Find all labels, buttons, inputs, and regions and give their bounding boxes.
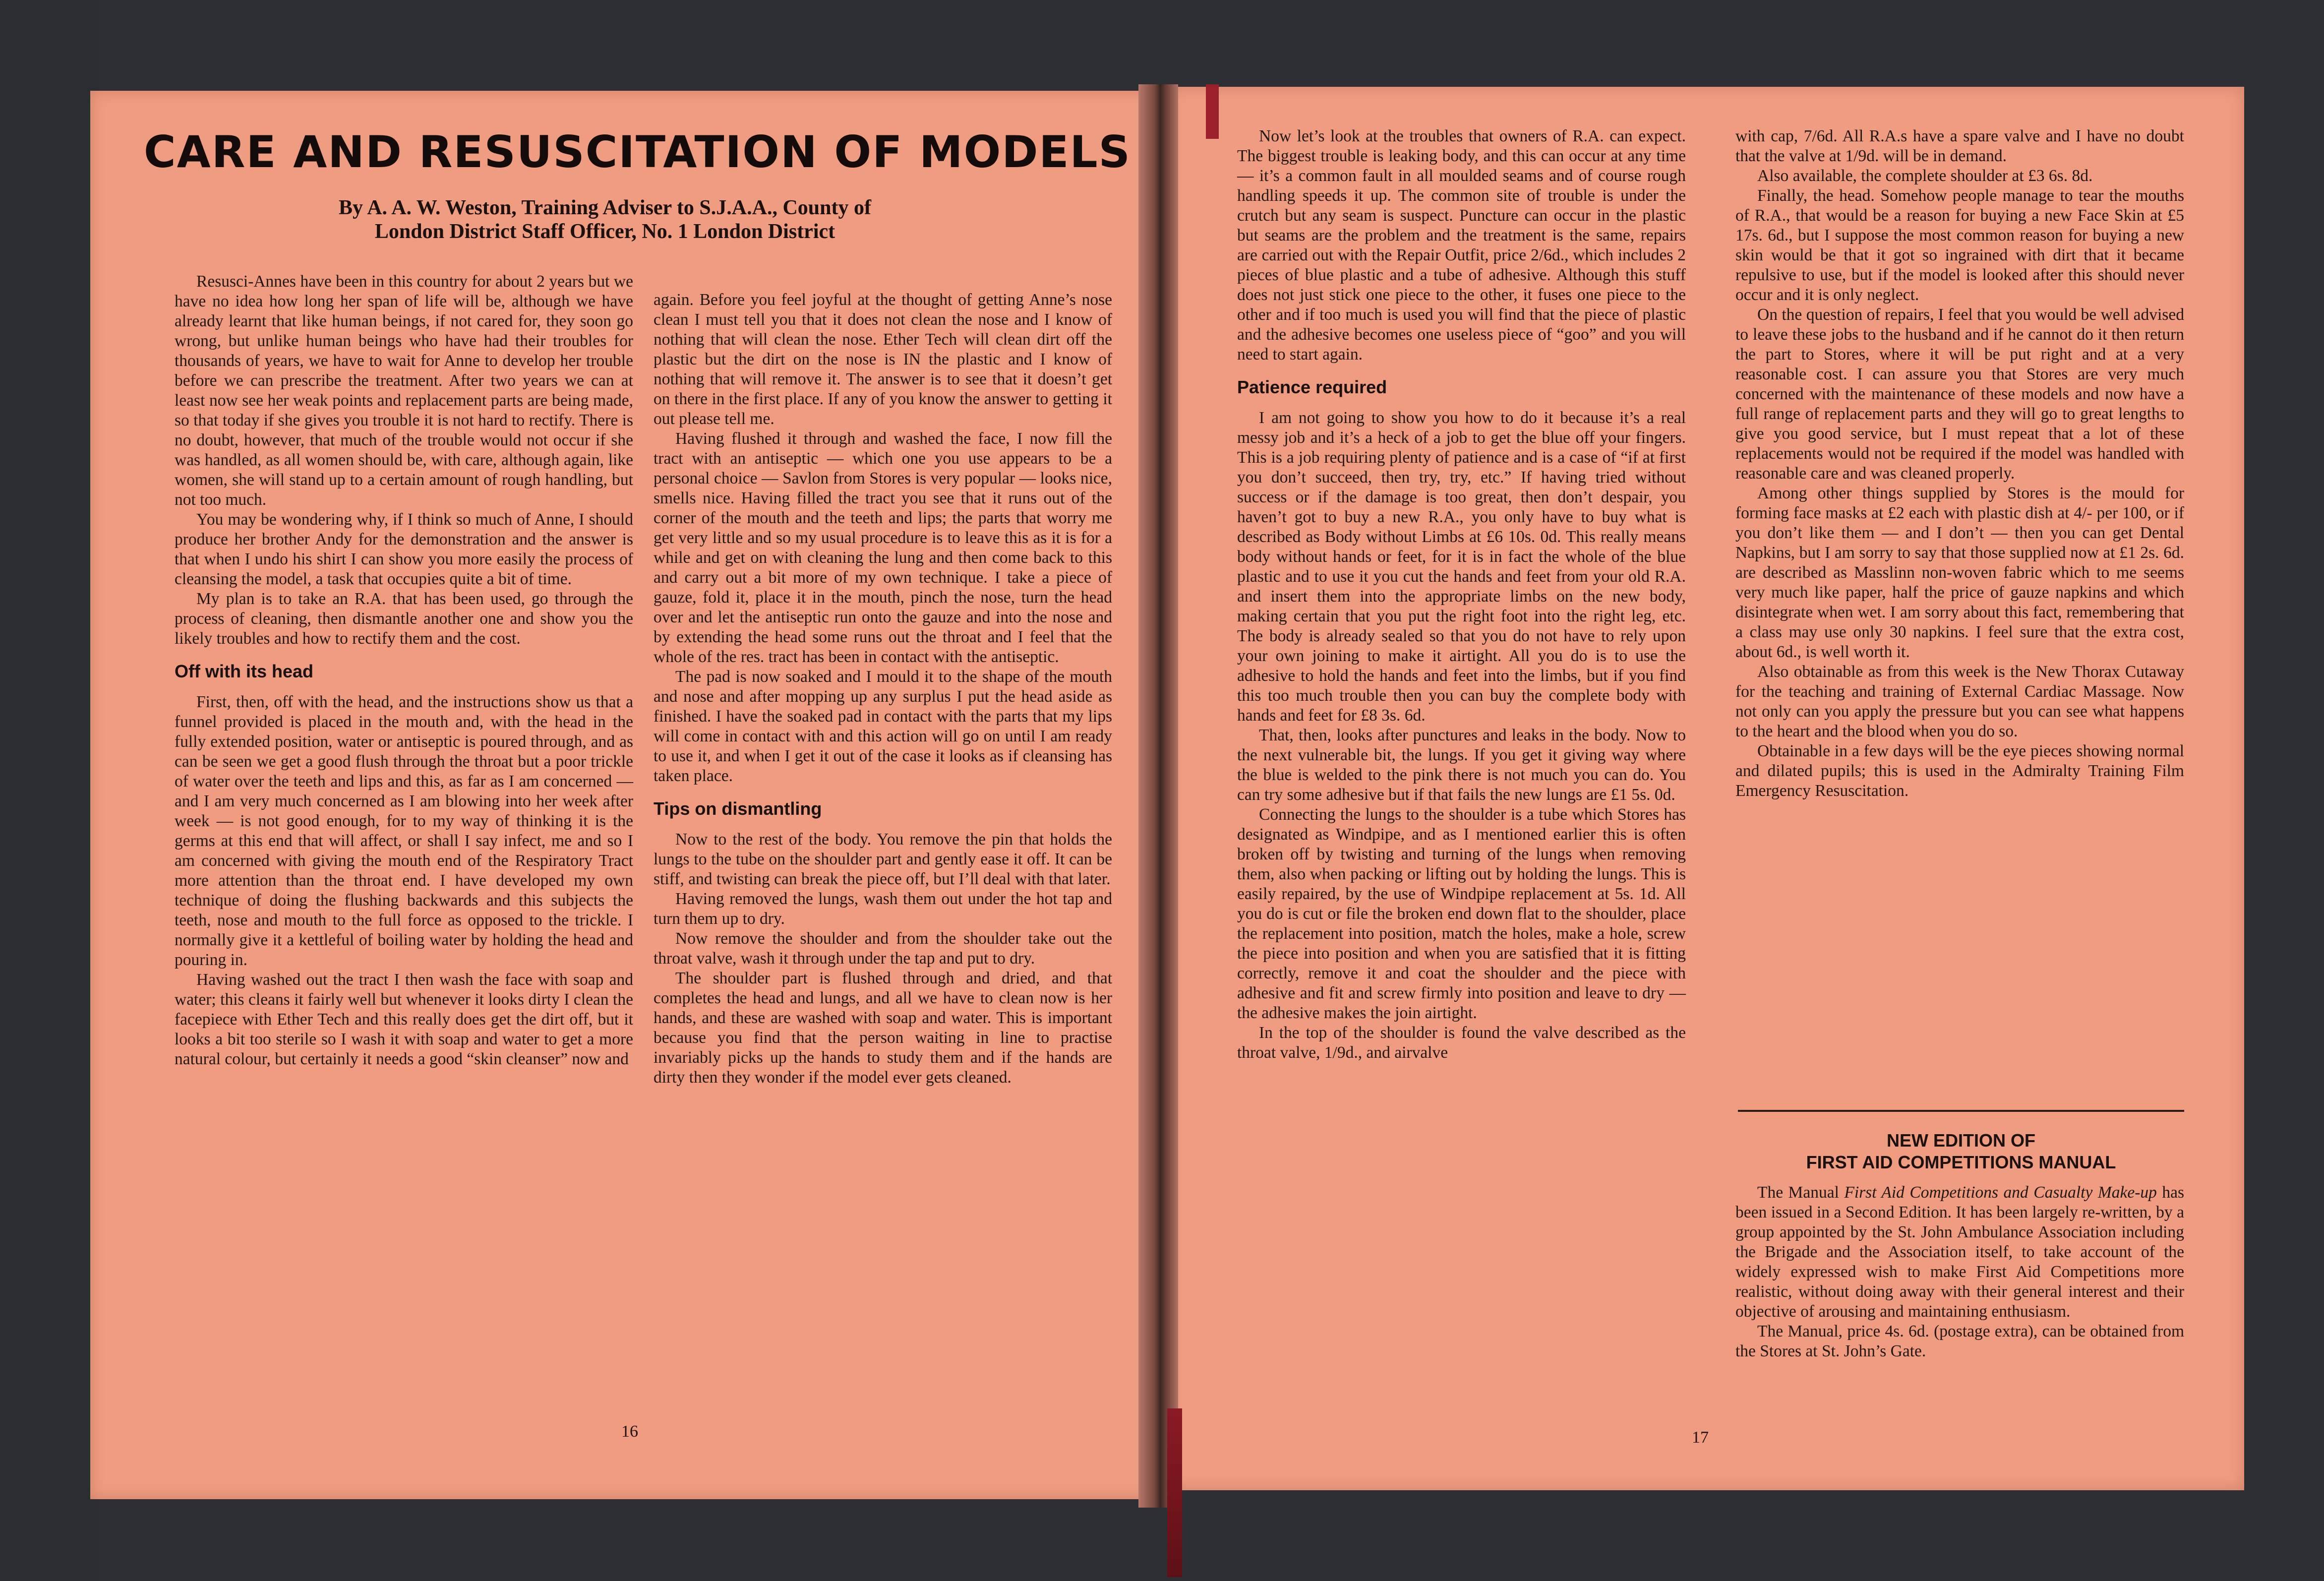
- paragraph: Now let’s look at the troubles that owners of R.A. can expect. The biggest trouble is leaking body, and this can occur at any time — it’s a common fault in all moulded seams and of course rough handling speeds it up. The common site of trouble is under the crutch but any seam is suspect. Puncture can occur in the plastic but seams are the problem and the treatment is the same, repairs are carried out with the Repair Outfit, price 2/6d., which includes 2 pieces of blue plastic and a tube of adhesive. Although this stuff does not just stick one piece to the other, it fuses one piece to the other and if too much is used you will find that the piece of plastic and the adhesive becomes one useless piece of “goo” and you will need to start again.: [1237, 127, 1686, 364]
- article-title: CARE AND RESUSCITATION OF MODELS: [144, 126, 1131, 178]
- paragraph: The Manual, price 4s. 6d. (postage extra), can be obtained from the Stores at St. John’s Gate.: [1735, 1322, 2184, 1360]
- book-spine: [1138, 84, 1178, 1508]
- paragraph: First, then, off with the head, and the instructions show us that a funnel provided is placed in the mouth and, with the head in the fully extended position, water or antiseptic is poured through, and as can be seen we get a good flush through the throat but a poor trickle of water over the teeth and lips and this, as far as I am concerned — and I am very much concerned as I am blowing into her week after week — is not good enough, for to my way of thinking it is the germs at this end that will affect, or shall I say infect, me and so I am concerned with giving the mouth end of the Respiratory Tract more attention than the throat end. I have developed my own technique of doing the flushing backwards and this subjects the teeth, nose and mouth to the full force as opposed to the trickle. I normally give it a kettleful of boiling water by holding the head and pouring in.: [175, 693, 633, 969]
- paragraph: Connecting the lungs to the shoulder is a tube which Stores has designated as Windpipe, and as I mentioned earlier this is often broken off by twisting and turning of the lungs when removing them, also when packing or lifting out by holding the lungs. This is easily repaired, by the use of Windpipe replacement at 5s. 1d. All you do is cut or file the broken end down flat to the shoulder, place the replacement into position, match the holes, make a hole, screw the piece into position and when you are satisfied that it is fitting correctly, remove it and coat the shoulder and the piece with adhesive and fit and screw firmly into position and leave to dry — the adhesive makes the join airtight.: [1237, 805, 1686, 1022]
- section-heading: Patience required: [1237, 377, 1387, 397]
- paragraph: Now remove the shoulder and from the shoulder take out the throat valve, wash it through under the tap and put to dry.: [654, 929, 1112, 968]
- paragraph: Now to the rest of the body. You remove the pin that holds the lungs to the tube on the shoulder part and gently ease it off. It can be stiff, and twisting can break the piece off, but I’ll deal with that later.: [654, 830, 1112, 888]
- paragraph: Having removed the lungs, wash them out under the hot tap and turn them up to dry.: [654, 890, 1112, 928]
- column-3: [1237, 126, 1686, 1063]
- section-heading: Tips on dismantling: [654, 798, 822, 819]
- notice-title-line-2: FIRST AID COMPETITIONS MANUAL: [1806, 1152, 2116, 1172]
- paragraph: Resusci-Annes have been in this country for about 2 years but we have no idea how long her span of life will be, although we have already learnt that like human beings, if not cared for, they soon go wrong, but unlike human beings who have had their troubles for thousands of years, we have to wait for Anne to develop her trouble before we can prescribe the treatment. After two years we can at least now see her weak points and replacement parts are being made, so that today if she gives you trouble it is not hard to rectify. There is no doubt, however, that much of the trouble would not occur if she was handled, as all women should be, with care, although again, like women, she will stand up to a certain amount of rough handling, but not too much.: [175, 272, 633, 509]
- paragraph: That, then, looks after punctures and leaks in the body. Now to the next vulnerable bit, the lungs. If you get it giving way where the blue is welded to the pink there is not much you can do. You can try some adhesive but if that fails the new lungs are £1 5s. 0d.: [1237, 726, 1686, 804]
- column-1: [175, 272, 633, 1069]
- backdrop: [0, 0, 99, 1581]
- paragraph: Among other things supplied by Stores is the mould for forming face masks at £2 each with plastic dish at 4/- per 100, or if you don’t like them — and I don’t — then you can get Dental Napkins, but I am sorry to say that those supplied now at £1 2s. 6d. are described as Masslinn non-woven fabric which to me seems very much like paper, half the price of gauze napkins and which disintegrate when wet. I am sorry about this fact, remembering that a class may use only 30 napkins. I feel sure that the extra cost, about 6d., is well worth it.: [1735, 484, 2184, 661]
- page-number-right: 17: [1692, 1428, 1709, 1447]
- paragraph: You may be wondering why, if I think so much of Anne, I should produce her brother Andy for the demonstration and the answer is that when I undo his shirt I can show you more easily the process of cleansing the model, a task that occupies quite a bit of time.: [175, 510, 633, 588]
- paragraph: Having flushed it through and washed the face, I now fill the tract with an antiseptic — which one you use appears to be a personal choice — Savlon from Stores is very popular — looks nice, smells nice. Having filled the tract you see that it runs out of the corner of the mouth and the teeth and lips; the parts that worry me get very little and so my usual procedure is to leave this as it is for a while and get on with cleaning the lung and then come back to this and carry out a bit more of my own technique. I take a piece of gauze, fold it, place it in the mouth, pinch the nose, turn the head over and let the antiseptic run onto the gauze and into the nose and by extending the head some runs out the throat and I feel that the whole of the res. tract has been in contact with the antiseptic.: [654, 429, 1112, 666]
- article-byline: [258, 196, 952, 243]
- byline-line-1: By A. A. W. Weston, Training Adviser to S.J.A.A., County of: [339, 196, 871, 219]
- paragraph: The pad is now soaked and I mould it to the shape of the mouth and nose and after mopping up any surplus I put the head aside as finished. I have the soaked pad in contact with the parts that my lips will come in contact with and this action will go on until I am ready to use it, and when I get it out of the case it looks as if cleansing has taken place.: [654, 668, 1112, 785]
- paragraph: [1735, 1183, 2184, 1322]
- paragraph: Also available, the complete shoulder at £3 6s. 8d.: [1757, 167, 2093, 185]
- bookmark-ribbon-top: [1206, 84, 1219, 139]
- paragraph: My plan is to take an R.A. that has been used, go through the process of cleaning, then dismantle another one and show you the likely troubles and how to rectify them and the cost.: [175, 590, 633, 648]
- paragraph: On the question of repairs, I feel that you would be well advised to leave these jobs to the husband and if he cannot do it then return the part to Stores, where it will be put right and at a very reasonable cost. I can assure you that Stores are very much concerned with the maintenance of these models and now have a full range of replacement parts and they will go to great lengths to give you good service, but I must repeat that a lot of these replacements would not be required if the model was handled with reasonable care and was cleaned properly.: [1735, 305, 2184, 483]
- paragraph: The shoulder part is flushed through and dried, and that completes the head and lungs, and all we have to clean now is her hands, and these are washed with soap and water. This is important because you find that the person waiting in line to practise invariably picks up the hands to study them and if the hands are dirty then they wonder if the model ever gets cleaned.: [654, 969, 1112, 1087]
- manual-title: First Aid Competitions and Casualty Make-up: [1844, 1183, 2157, 1202]
- text-run: The Manual: [1757, 1183, 1845, 1202]
- paragraph: Having washed out the tract I then wash the face with soap and water; this cleans it fairly well but whenever it looks dirty I clean the facepiece with Ether Tech and this really does get the dirt off, but it looks a bit too sterile so I wash it with soap and water to get a more natural colour, but certainly it needs a good “skin cleanser” now and: [175, 971, 633, 1068]
- paragraph: I am not going to show you how to do it because it’s a real messy job and it’s a heck of a job to get the blue off your fingers. This is a job requiring plenty of patience and is a case of “if at first you don’t succeed, then try, try, etc.” If having tried without success or if the damage is too great, then don’t despair, you haven’t got to buy a new R.A., you only have to buy what is described as Body without Limbs at £6 10s. 0d. This really means body without hands or feet, for it is in fact the whole of the blue plastic and to use it you cut the hands and feet from your old R.A. and insert them into the appropriate limbs on the new body, making certain that you put the right foot into the right leg, etc. The body is already sealed so that you do not have to rely upon your own joining to make it airtight. All you do is to use the adhesive to hold the hands and feet into the limbs, but if you find this too much trouble then you can buy the complete body with hands and feet for £8 3s. 6d.: [1237, 409, 1686, 725]
- byline-line-2: London District Staff Officer, No. 1 London District: [374, 220, 835, 243]
- page-number-left: 16: [621, 1422, 638, 1441]
- bookmark-ribbon-bottom: [1167, 1408, 1182, 1577]
- text-run: has been issued in a Second Edition. It has been largely re-written, by a group appointed by the St. John Ambulance Association including the Brigade and the Association itself, to take account of the widely expressed wish to make First Aid Competitions more realistic, without doing away with their general interest and their objective of arousing and maintaining enthusiasm.: [1735, 1183, 2185, 1321]
- paragraph: Obtainable in a few days will be the eye pieces showing normal and dilated pupils; this is used in the Admiralty Training Film Emergency Resuscitation.: [1735, 742, 2184, 800]
- section-divider: [1738, 1110, 2184, 1112]
- paragraph: In the top of the shoulder is found the valve described as the throat valve, 1/9d., and airvalve: [1237, 1024, 1686, 1062]
- paragraph: Finally, the head. Somehow people manage to tear the mouths of R.A., that would be a reason for buying a new Face Skin at £5 17s. 6d., but I suppose the most common reason for buying a new skin would be that it got so ingrained with dirt that it became repulsive to use, but if the model is looked after this should never occur and it is only neglect.: [1735, 186, 2184, 304]
- paragraph: Also obtainable as from this week is the New Thorax Cutaway for the teaching and training of External Cardiac Massage. Now not only can you apply the pressure but you can see what happens to the heart and the blood when you do so.: [1735, 663, 2184, 740]
- notice-title-line-1: NEW EDITION OF: [1887, 1130, 2035, 1151]
- column-4: [1735, 126, 2184, 801]
- notice-body: [1735, 1183, 2184, 1361]
- paragraph: again. Before you feel joyful at the thought of getting Anne’s nose clean I must tell you that it does not clean the nose and I know of nothing that will clean the nose. Ether Tech will clean dirt off the plastic but the dirt on the nose is IN the plastic and I know of nothing that will remove it. The answer is to see that it doesn’t get on there in the first place. If any of you know the answer to getting it out please tell me.: [654, 291, 1112, 428]
- column-2: [654, 290, 1112, 1088]
- paragraph: with cap, 7/6d. All R.A.s have a spare valve and I have no doubt that the valve at 1/9d. will be in demand.: [1735, 127, 2184, 165]
- notice-title: [1738, 1130, 2184, 1173]
- section-heading: Off with its head: [175, 661, 314, 681]
